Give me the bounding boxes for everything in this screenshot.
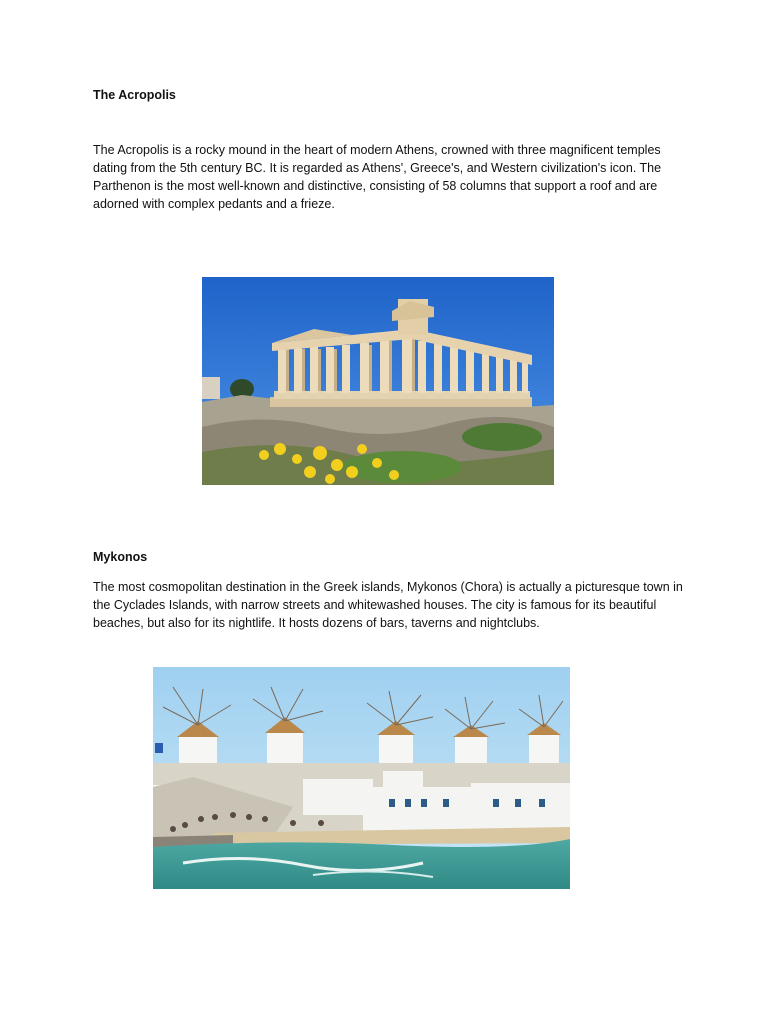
section-title-acropolis: The Acropolis	[93, 88, 176, 102]
section-body-mykonos: The most cosmopolitan destination in the Greek islands, Mykonos (Chora) is actually a picturesque town in the Cyclades Islands, with narrow streets and whitewashed houses. The city is famous for its beautiful beaches, but also for its nightlife. It hosts dozens of bars, taverns and nightclubs.	[93, 580, 683, 630]
section-body-acropolis: The Acropolis is a rocky mound in the heart of modern Athens, crowned with three magnificent temples dating from the 5th century BC. It is regarded as Athens', Greece's, and Western civilization's icon. The Parthenon is the most well-known and distinctive, consisting of 58 columns that support a roof and are adorned with complex pedants and a frieze.	[93, 143, 662, 211]
section-title-mykonos: Mykonos	[93, 550, 148, 564]
mykonos-windmills-photo	[153, 667, 570, 889]
parthenon-photo	[202, 277, 554, 485]
